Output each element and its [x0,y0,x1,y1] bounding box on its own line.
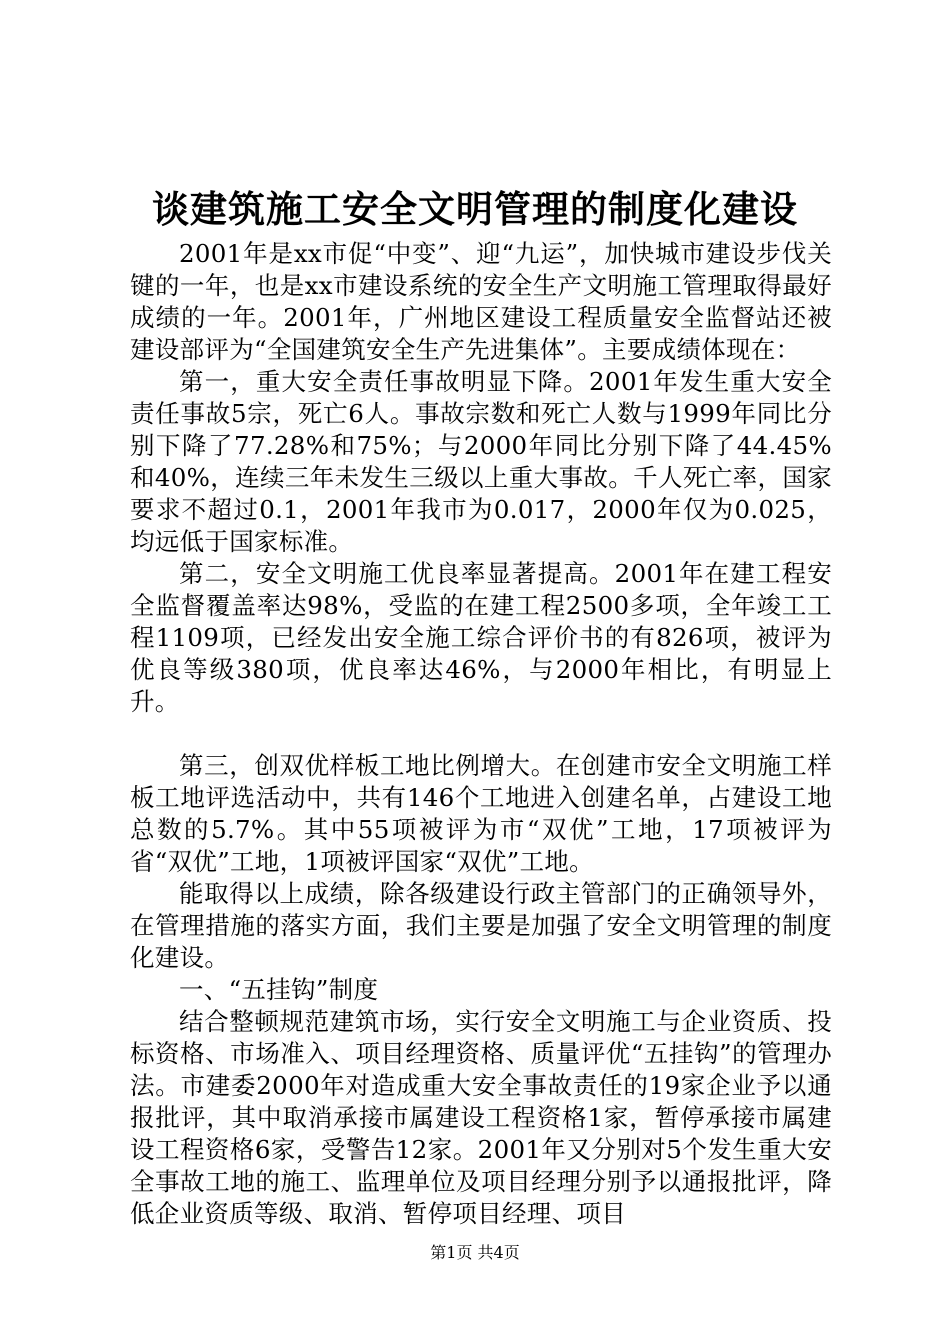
paragraph-intro: 2001年是xx市促“中变”、迎“九运”，加快城市建设步伐关键的一年，也是xx市建设系统的安全生产文明施工管理取得最好成绩的一年。2001年，广州地区建设工程质量安全监督站还被建设部评为“全国建筑安全生产先进集体”。主要成绩体现在： [130,239,832,364]
paragraph-third: 第三，创双优样板工地比例增大。在创建市安全文明施工样板工地评选活动中，共有146个工地进入创建名单，占建设工地总数的5.7%。其中55项被评为市“双优”工地，17项被评为省“双优”工地，1项被评国家“双优”工地。 [130,751,832,876]
paragraph-first: 第一，重大安全责任事故明显下降。2001年发生重大安全责任事故5宗，死亡6人。事故宗数和死亡人数与1999年同比分别下降了77.28%和75%；与2000年同比分别下降了44.45%和40%，连续三年未发生三级以上重大事故。千人死亡率，国家要求不超过0.1，2001年我市为0.017，2000年仅为0.025，均远低于国家标准。 [130,367,832,556]
page-number: 第1页 共4页 [430,1243,520,1262]
paragraph-five-links: 结合整顿规范建筑市场，实行安全文明施工与企业资质、投标资格、市场准入、项目经理资格、质量评优“五挂钩”的管理办法。市建委2000年对造成重大安全事故责任的19家企业予以通报批评，其中取消承接市属建设工程资格1家，暂停承接市属建设工程资格6家，受警告12家。2001年又分别对5个发生重大安全事故工地的施工、监理单位及项目经理分别予以通报批评，降低企业资质等级、取消、暂停项目经理、项目 [130,1007,832,1228]
paragraph-second: 第二，安全文明施工优良率显著提高。2001年在建工程安全监督覆盖率达98%，受监的在建工程2500多项，全年竣工工程1109项，已经发出安全施工综合评价书的有826项，被评为优良等级380项，优良率达46%，与2000年相比，有明显上升。 [130,559,832,716]
document-title: 谈建筑施工安全文明管理的制度化建设 [152,187,798,231]
document-body [130,238,832,1230]
section-heading-five-links: 一、“五挂钩”制度 [179,975,379,1004]
paragraph-summary: 能取得以上成绩，除各级建设行政主管部门的正确领导外，在管理措施的落实方面，我们主要是加强了安全文明管理的制度化建设。 [130,879,832,972]
